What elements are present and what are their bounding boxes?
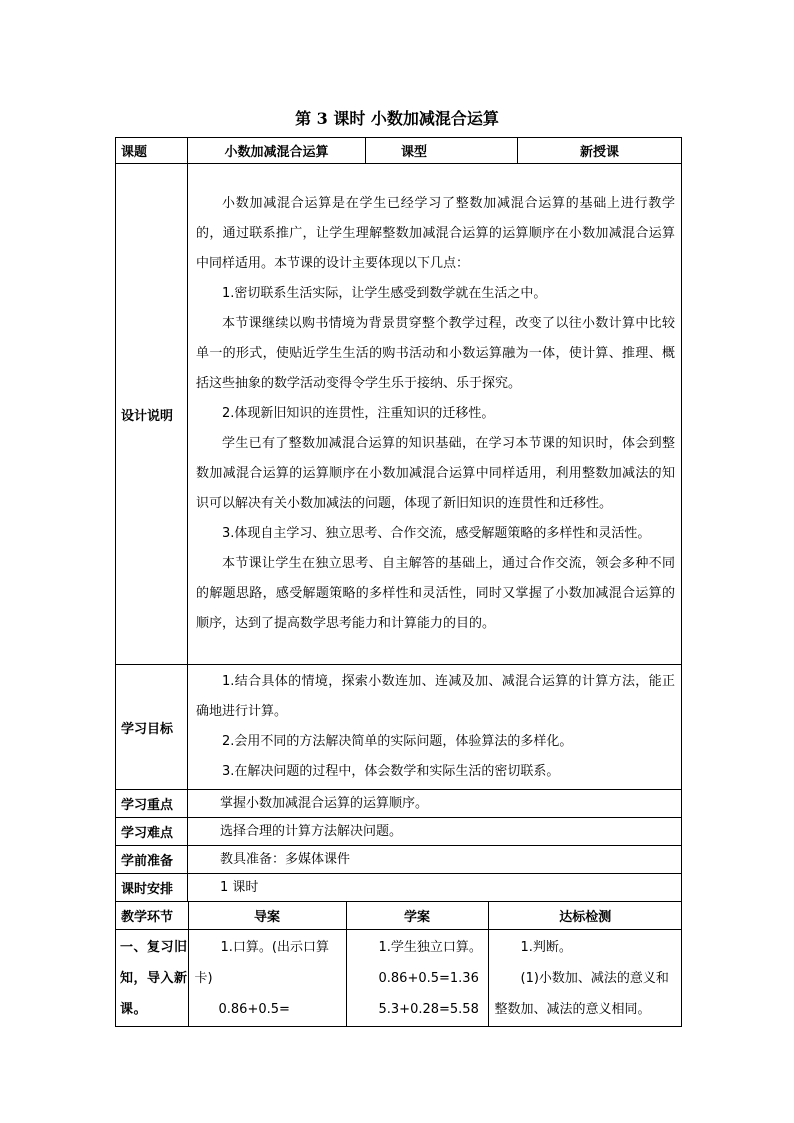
difficulty-row	[116, 818, 682, 846]
design-paragraph: 本节课继续以购书情境为背景贯穿整个教学过程，改变了以往小数计算中比较单一的形式，使贴近学生生活的购书活动和小数运算融为一体，使计算、推理、概括这些抽象的数学活动变得令学生乐于接纳、乐于探究。	[196, 316, 675, 391]
design-paragraph: 学生已有了整数加减混合运算的知识基础，在学习本节课的知识时，体会到整数加减混合运算的运算顺序在小数加减混合运算中同样适用，利用整数加减法的知识可以解决有关小数加减法的问题，体现了新旧知识的连贯性和迁移性。	[196, 436, 675, 511]
goal-item: 3.在解决问题的过程中，体会数学和实际生活的密切联系。	[222, 764, 560, 779]
process-container	[116, 902, 682, 1027]
study-line: 1.学生独立口算。	[378, 939, 482, 955]
study-column-header: 学案	[346, 902, 488, 929]
stage-label: 一、复习旧知，导入新课。	[120, 939, 188, 1017]
goal-item: 1.结合具体的情境，探索小数连加、连减及加、减混合运算的计算方法，能正确地进行计算。	[196, 674, 675, 719]
process-section	[116, 902, 682, 1027]
design-point-3: 3.体现自主学习、独立思考、合作交流，感受解题策略的多样性和灵活性。	[222, 526, 651, 541]
study-line: 0.86+0.5=1.36	[378, 970, 479, 986]
type-label: 课型	[366, 138, 518, 164]
design-point-1: 1.密切联系生活实际，让学生感受到数学就在生活之中。	[222, 286, 547, 301]
goals-label: 学习目标	[116, 665, 188, 790]
check-line: 1.判断。	[520, 939, 572, 955]
design-paragraph: 本节课让学生在独立思考、自主解答的基础上，通过合作交流，领会多种不同的解题思路，感受解题策略的多样性和灵活性，同时又掌握了小数加减混合运算的顺序，达到了提高数学思考能力和计算能力的目的。	[196, 556, 675, 631]
page-title: 第 3 课时 小数加减混合运算	[295, 109, 499, 128]
check-cell	[488, 929, 682, 1026]
topic-label: 课题	[116, 138, 188, 164]
difficulty-value: 选择合理的计算方法解决问题。	[188, 818, 682, 846]
goals-content	[188, 665, 682, 790]
key-point-row	[116, 790, 682, 818]
preparation-label: 学前准备	[116, 846, 188, 874]
process-header-row	[116, 902, 682, 929]
preparation-row	[116, 846, 682, 874]
preparation-value: 教具准备：多媒体课件	[188, 846, 682, 874]
process-label: 教学环节	[116, 902, 188, 929]
check-line: (1)小数加、减法的意义和整数加、减法的意义相同。	[494, 970, 669, 1017]
design-point-2: 2.体现新旧知识的连贯性，注重知识的迁移性。	[222, 406, 495, 421]
goals-row	[116, 665, 682, 790]
design-paragraph: 小数加减混合运算是在学生已经学习了整数加减混合运算的基础上进行教学的，通过联系推广，让学生理解整数加减混合运算的运算顺序在小数加减混合运算中同样适用。本节课的设计主要体现以下几点：	[196, 196, 675, 271]
stage-cell	[116, 929, 188, 1026]
study-cell	[346, 929, 488, 1026]
design-content	[188, 164, 682, 665]
process-table	[116, 902, 682, 1026]
guide-line: 1.口算。(出示口算卡)	[194, 939, 329, 986]
guide-line: 0.86+0.5=	[218, 1001, 290, 1017]
process-stage-row	[116, 929, 682, 1026]
schedule-label: 课时安排	[116, 874, 188, 902]
header-row	[116, 138, 682, 164]
topic-value: 小数加减混合运算	[188, 138, 366, 164]
guide-column-header: 导案	[188, 902, 346, 929]
guide-cell	[188, 929, 346, 1026]
goal-item: 2.会用不同的方法解决简单的实际问题，体验算法的多样化。	[222, 734, 573, 749]
key-point-value: 掌握小数加减混合运算的运算顺序。	[188, 790, 682, 818]
lesson-plan-table	[115, 137, 682, 1027]
design-label: 设计说明	[116, 164, 188, 665]
design-row	[116, 164, 682, 665]
study-line: 5.3+0.28=5.58	[378, 1001, 479, 1017]
schedule-row	[116, 874, 682, 902]
type-value: 新授课	[518, 138, 682, 164]
check-column-header: 达标检测	[488, 902, 682, 929]
key-point-label: 学习重点	[116, 790, 188, 818]
difficulty-label: 学习难点	[116, 818, 188, 846]
schedule-value: 1 课时	[188, 874, 682, 902]
